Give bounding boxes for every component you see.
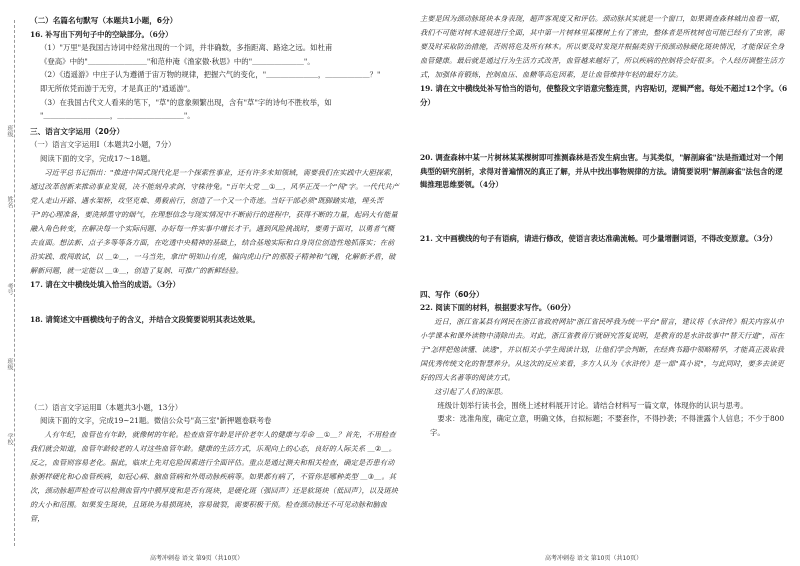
question-17: 17. 请在文中横线处填入恰当的成语。（3分）: [30, 279, 180, 289]
q16-item-3-cont: "＿＿＿＿＿＿＿＿＿，＿＿＿＿＿＿＿＿＿"。: [40, 111, 195, 121]
reading-instruction: 阅读下面的文字，完成17～18题。: [40, 153, 155, 163]
question-20: 20. 调查森林中某一片树林某某棵树即可推测森林是否发生病虫害。与其类似，"解剖麻雀"法是指通过对一个闸典型的研究剖析，求得对普遍情况的真正了解，并从中找出事物规律的方法。请简要说明"解剖麻雀"法包含的逻辑推理思维要领。（4分）: [420, 153, 784, 190]
binding-label: 考号: [6, 283, 13, 295]
question-21: 21. 文中画横线的句子有语病，请进行修改，使语言表达准确流畅。可少量增删词语，不得改变原意。（3分）: [420, 233, 777, 243]
reading-instruction: 阅读下面的文字，完成19~21题。微信公众号"高三室"新押题卷联考卷: [40, 416, 272, 426]
binding-margin: [0, 0, 22, 566]
binding-label: 班级: [6, 125, 13, 137]
question-22: 22. 阅读下面的材料，根据要求写作。（60分）: [420, 303, 576, 313]
subsection-heading: （二）语言文字运用Ⅱ（本题共3小题，13分）: [30, 402, 183, 412]
question-18: 18. 请简述文中画横线句子的含义，并结合文段简要说明其表达效果。: [30, 315, 260, 325]
subsection-heading: （一）语言文字运用Ⅰ（本题共2小题，7分）: [30, 140, 176, 150]
writing-material-cont: 这引起了人们的深思。: [434, 386, 508, 396]
q16-item-2: （2）《逍遥游》中庄子认为遵循于宙万物的规律，把握六气的变化，"＿＿＿＿＿＿＿，＿＿＿＿＿＿？": [40, 70, 381, 80]
binding-label: 班级: [6, 358, 13, 370]
question-16: 16. 补写出下列句子中的空缺部分。（6分）: [30, 29, 173, 39]
writing-requirements: 要求：选准角度，确定立意，明确文体，自拟标题；不要套作，不得抄袭；不得泄露个人信息；不少于800字。: [430, 414, 785, 437]
reading-passage: 习近平总书记指出："推进中国式现代化是一个探索性事业，还有许多未知领域，需要我们在实践中大胆探索，通过改革创新来推动事业发展，决不能刻舟求剑、守株待兔。"百年大党 ＿①＿，风华正茂一个"闯"字。一代代共产党人走山开路、遇水架桥，攻坚克难、勇毅前行，创造了一个又一个奇迹。当好干部必须"既脚踏实地，埋头苦干"的心理准备，要洗掉墨守的烟气，在理想信念与现实情况中不断前行的进程中，获得不断的力量，起码大有能量融入角色转变，在解决每一个实际问题、办好每一件实事中增长才干。遇到风险挑战时，要勇于面对，以勇者气概去直面。想法新、点子多等等各方面，在吃透中央精神的基础上，结合基地实际和自身岗位创造性地抓落实；在前沿实践、敢闯敢试，以 ＿②＿，一马当先，拿出"明知山有虎，偏向虎山行"的那股子精神和气魄，化解新矛盾，破解新问题，就一定能以 ＿③＿，创造了复制、可推广的新鲜经验。: [30, 167, 399, 275]
left-column: [30, 12, 400, 526]
binding-label: 学校: [6, 433, 13, 445]
reading-passage-cont: 主要是因为颈动脉斑块本身表现，超声客观度又和评估。颈动脉其实就是一个窗口，如果调查森林城出血看一眼，我们不可能对树木进展进行全面，其中第一片树林里某棵树上有了害虫，整体者是所枕树也可能已经有了虫害，需要及时采取防治措施，否则将危及所有林木。所以要及时发现并根据类别干预颈动脉硬化斑块情况，才能保证全身血管健康。最后就是通过行为生活方式改善，血管越来越好了，所以疾病的控制将会好很多。个人经历调整生活方式，加强体育锻炼，控制血压、血糖等高危因素，是让血管维持年轻的最好方法。: [420, 14, 785, 79]
q16-item-1-cont: 《登高》中的"＿＿＿＿＿＿＿＿"和范仲淹《渔家傲·秋思》中的"＿＿＿＿＿＿＿"。: [40, 56, 315, 66]
writing-material: 近日，浙江省某县有网民在浙江省政府网站"浙江省民呼我为统一平台"留言，建议将《水浒传》相关内容从中小学课本和课外读物中清除出去。对此，浙江省教育厅就研究答复说明，是教育的是水浒故事中"替天行道"，而在于"怎样把他读懂、读透"，并以相关小学生阅读计划，让他们学会判断，在经典书籍中领略精华，才能真正汲取我国优秀传统文化的智慧养分。从这次的反应来看，多方人认为《水浒传》是一部"真小说"，与此同时，要多去读更好的四大名著等的阅读方式。: [420, 316, 784, 382]
q16-item-1: （1）"万里"是我国古诗词中经常出现的一个词，并非确数，多指距离、路途之远。如杜甫: [40, 43, 333, 53]
question-19: 19. 请在文中横线处补写恰当的语句，使整段文字语意完整连贯，内容贴切，逻辑严密。每处不超过12个字。（6分）: [420, 84, 788, 107]
section-heading: 三、语言文字运用（20分）: [30, 126, 125, 136]
right-column: [420, 12, 788, 440]
q16-item-3: （3）在我国古代文人看来的笔下，"草"的意象频繁出现，含有"草"字的诗句不胜枚举，如: [40, 97, 332, 107]
page-footer-right: 高考冲刺卷 语文 第10页（共10页）: [545, 555, 643, 562]
binding-label: 姓名: [6, 196, 13, 208]
page-footer-left: 高考冲刺卷 语文 第9页（共10页）: [150, 555, 244, 562]
q16-item-2-cont: 即无所依凭而游于无穷，才是真正的"逍遥游"。: [40, 83, 195, 93]
section-heading: 四、写作（60分）: [420, 289, 484, 299]
reading-passage: 人有年纪，血管也有年龄，就像树的年轮。检查血管年龄是评价老年人的健康与寿命 ＿①＿？首先，不用检查我们就会知道，血管年龄较老的人对这些血管年龄。健康的生活方式，乐观向上的心态，良好的人际关系 ＿②＿。反之，血管则容易老化。据此，临床上先对危险因素进行全面评估。重点是通过测夫和相关检查，确定是否患有动脉粥样硬化和心血管疾病，如冠心病、脑血管病和外周动脉疾病等。如果都有病了，不管你是哪种类型 ＿③＿。其次，颈动脉超声检查可以检测血管内中膜厚度和是否有斑块，是硬化斑（强回声）还是软斑块（低回声），以及斑块的大小和范围。如果发生斑块，且斑块为易损斑块，容易破裂，需要积极干预。检查颈动脉还不可见动脉和脑血管，: [30, 429, 399, 523]
writing-task: 班级计划举行读书会，围绕上述材料展开讨论。请结合材料写一篇文章，体现你的认识与思考。: [437, 400, 748, 410]
binding-line: [14, 20, 15, 546]
section-heading: （二）名篇名句默写（本题共1小题，6分）: [30, 16, 178, 25]
